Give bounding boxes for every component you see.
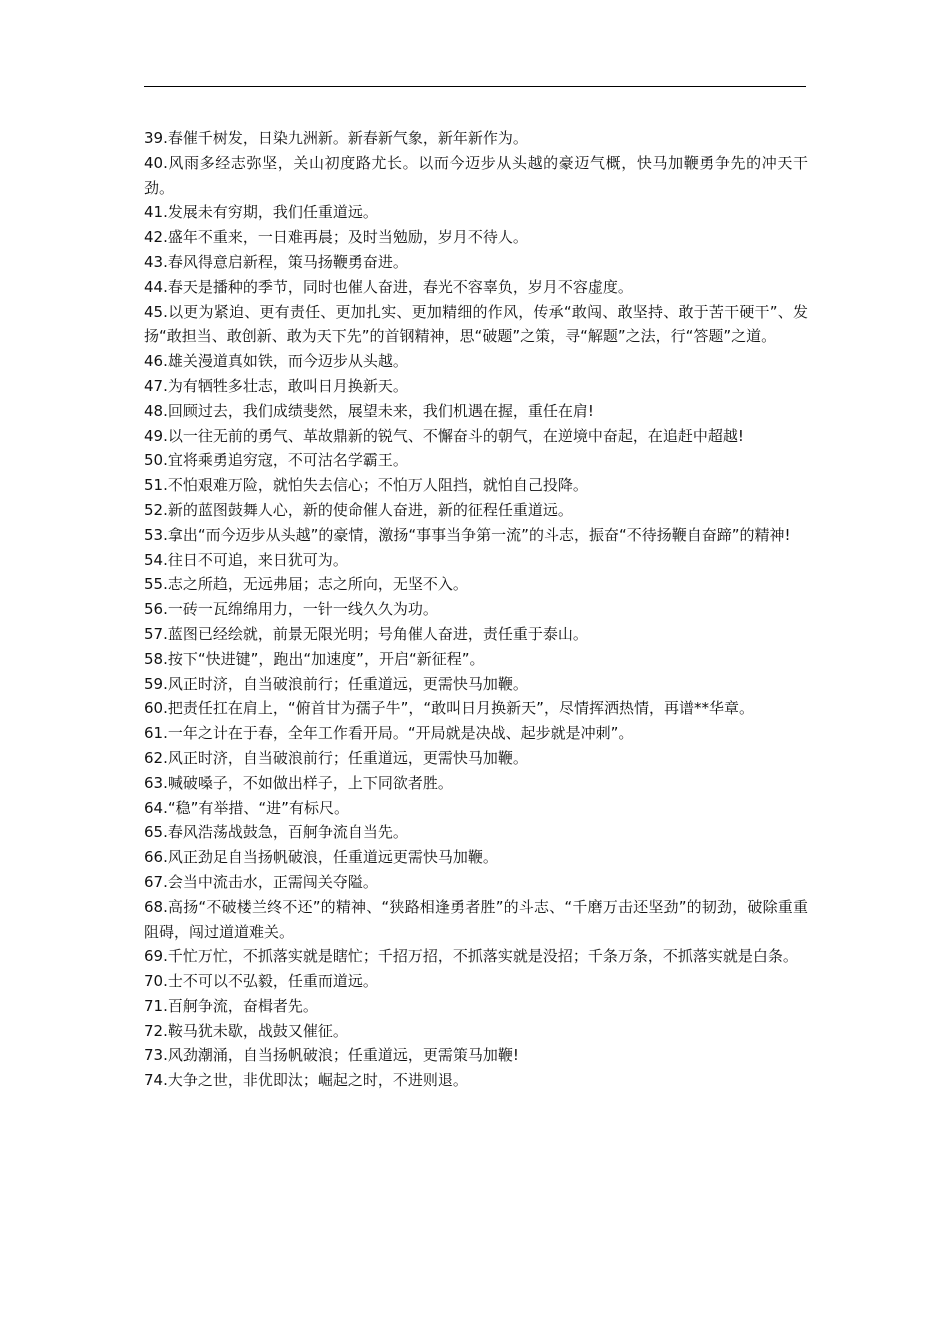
list-item: 51.不怕艰难万险，就怕失去信心；不怕万人阻挡，就怕自己投降。 <box>144 476 588 495</box>
list-item: 59.风正时济，自当破浪前行；任重道远，更需快马加鞭。 <box>144 674 528 693</box>
list-item: 52.新的蓝图鼓舞人心，新的使命催人奋进，新的征程任重道远。 <box>144 500 573 519</box>
list-item: 66.风正劲足自当扬帆破浪，任重道远更需快马加鞭。 <box>144 848 498 867</box>
list-item: 74.大争之世，非优即汰；崛起之时，不进则退。 <box>144 1071 468 1090</box>
list-item: 73.风劲潮涌，自当扬帆破浪；任重道远，更需策马加鞭! <box>144 1046 519 1065</box>
list-item: 41.发展未有穷期，我们任重道远。 <box>144 203 378 222</box>
list-item: 68.高扬“不破楼兰终不还”的精神、“狭路相逢勇者胜”的斗志、“千磨万击还坚劲”的韧劲，破除重重阻碍，闯过道道难关。 <box>144 897 808 941</box>
list-item: 58.按下“快进键”，跑出“加速度”，开启“新征程”。 <box>144 649 485 668</box>
list-item: 72.鞍马犹未歇，战鼓又催征。 <box>144 1021 348 1040</box>
quote-list <box>144 126 808 1093</box>
header-divider <box>144 86 806 87</box>
list-item: 70.士不可以不弘毅，任重而道远。 <box>144 972 378 991</box>
list-item: 44.春天是播种的季节，同时也催人奋进，春光不容辜负，岁月不容虚度。 <box>144 277 633 296</box>
list-item: 61.一年之计在于春，全年工作看开局。“开局就是决战、起步就是冲刺”。 <box>144 724 634 743</box>
list-item: 53.拿出“而今迈步从头越”的豪情，激扬“事事当争第一流”的斗志，振奋“不待扬鞭自奋蹄”的精神! <box>144 525 791 544</box>
list-item: 63.喊破嗓子，不如做出样子，上下同欲者胜。 <box>144 773 453 792</box>
list-item: 57.蓝图已经绘就，前景无限光明；号角催人奋进，责任重于泰山。 <box>144 624 588 643</box>
list-item: 65.春风浩荡战鼓急，百舸争流自当先。 <box>144 823 408 842</box>
list-item: 45.以更为紧迫、更有责任、更加扎实、更加精细的作风，传承“敢闯、敢坚持、敢于苦干硬干”、发扬“敢担当、敢创新、敢为天下先”的首钢精神，思“破题”之策，寻“解题”之法，行“答题”之道。 <box>144 302 808 346</box>
list-item: 69.千忙万忙，不抓落实就是瞎忙；千招万招，不抓落实就是没招；千条万条，不抓落实就是白条。 <box>144 947 798 966</box>
list-item: 39.春催千树发，日染九洲新。新春新气象，新年新作为。 <box>144 129 528 147</box>
list-item: 42.盛年不重来，一日难再晨；及时当勉励，岁月不待人。 <box>144 228 528 247</box>
list-item: 56.一砖一瓦绵绵用力，一针一线久久为功。 <box>144 600 438 619</box>
list-item: 50.宜将乘勇追穷寇，不可沽名学霸王。 <box>144 451 408 470</box>
list-item: 43.春风得意启新程，策马扬鞭勇奋进。 <box>144 252 408 271</box>
list-item: 60.把责任扛在肩上，“俯首甘为孺子牛”，“敢叫日月换新天”，尽情挥洒热情，再谱**华章。 <box>144 699 754 718</box>
list-item: 71.百舸争流，奋楫者先。 <box>144 996 318 1015</box>
list-item: 40.风雨多经志弥坚，关山初度路尤长。以而今迈步从头越的豪迈气概，快马加鞭勇争先的冲天干劲。 <box>144 153 808 197</box>
list-item: 67.会当中流击水，正需闯关夺隘。 <box>144 872 378 891</box>
list-item: 47.为有牺牲多壮志，敢叫日月换新天。 <box>144 376 408 395</box>
list-item: 55.志之所趋，无远弗届；志之所向，无坚不入。 <box>144 575 468 594</box>
list-item: 49.以一往无前的勇气、革故鼎新的锐气、不懈奋斗的朝气，在逆境中奋起，在追赶中超越! <box>144 426 744 445</box>
list-item: 62.风正时济，自当破浪前行；任重道远，更需快马加鞭。 <box>144 748 528 767</box>
list-item: 46.雄关漫道真如铁，而今迈步从头越。 <box>144 352 408 371</box>
list-item: 48.回顾过去，我们成绩斐然，展望未来，我们机遇在握，重任在肩! <box>144 401 594 420</box>
list-item: 64.“稳”有举措、“进”有标尺。 <box>144 798 349 817</box>
list-item: 54.往日不可追，来日犹可为。 <box>144 550 348 569</box>
